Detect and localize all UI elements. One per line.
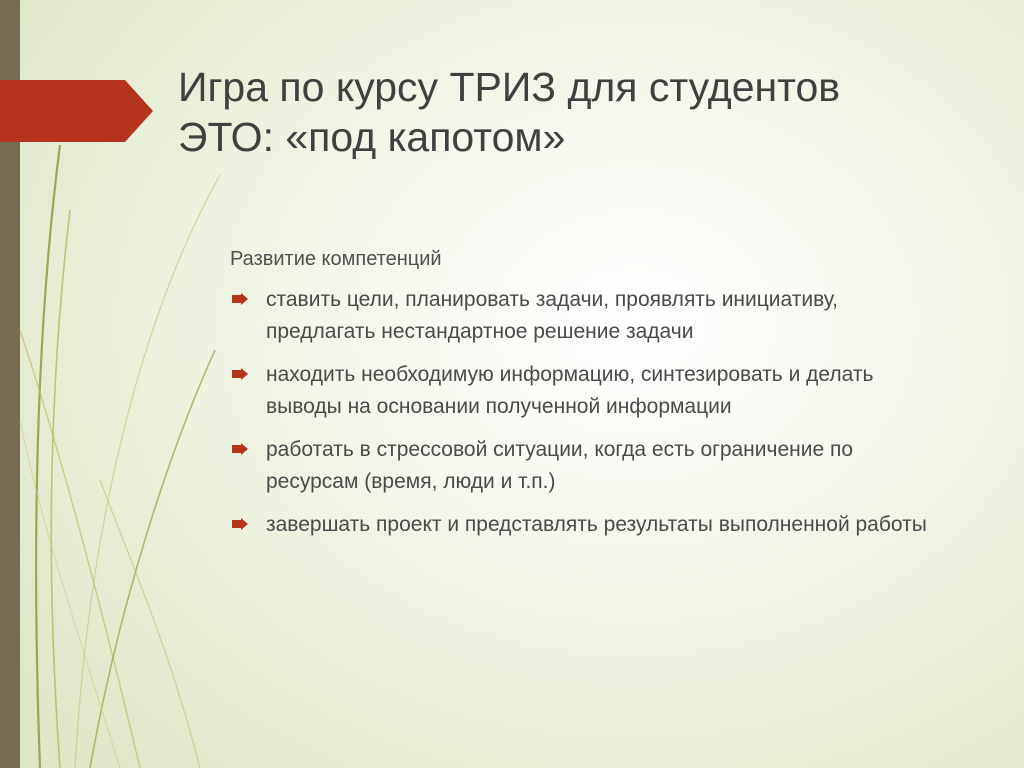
title-accent-arrow [0, 80, 153, 142]
arrow-right-icon [232, 368, 248, 380]
bullet-item [230, 359, 930, 422]
bullet-item [230, 284, 930, 347]
bullet-list [230, 284, 930, 541]
arrow-right-icon [232, 293, 248, 305]
bullet-item [230, 509, 930, 541]
slide-title [178, 62, 998, 162]
arrow-right-icon [232, 443, 248, 455]
title-line-1: Игра по курсу ТРИЗ для студентов [178, 64, 841, 110]
slide-content [230, 244, 930, 553]
bullet-text: ставить цели, планировать задачи, проявлять инициативу, предлагать нестандартное решение задачи [266, 288, 839, 343]
title-line-2: ЭТО: «под капотом» [178, 114, 566, 160]
bullet-text: находить необходимую информацию, синтезировать и делать выводы на основании полученной информации [266, 363, 874, 418]
bullet-text: работать в стрессовой ситуации, когда есть ограничение по ресурсам (время, люди и т.п.) [266, 438, 854, 493]
bullet-item [230, 434, 930, 497]
bullet-text: завершать проект и представлять результаты выполненной работы [266, 513, 927, 536]
left-accent-bar [0, 0, 20, 768]
arrow-right-icon [232, 518, 248, 530]
subheading: Развитие компетенций [230, 248, 442, 270]
